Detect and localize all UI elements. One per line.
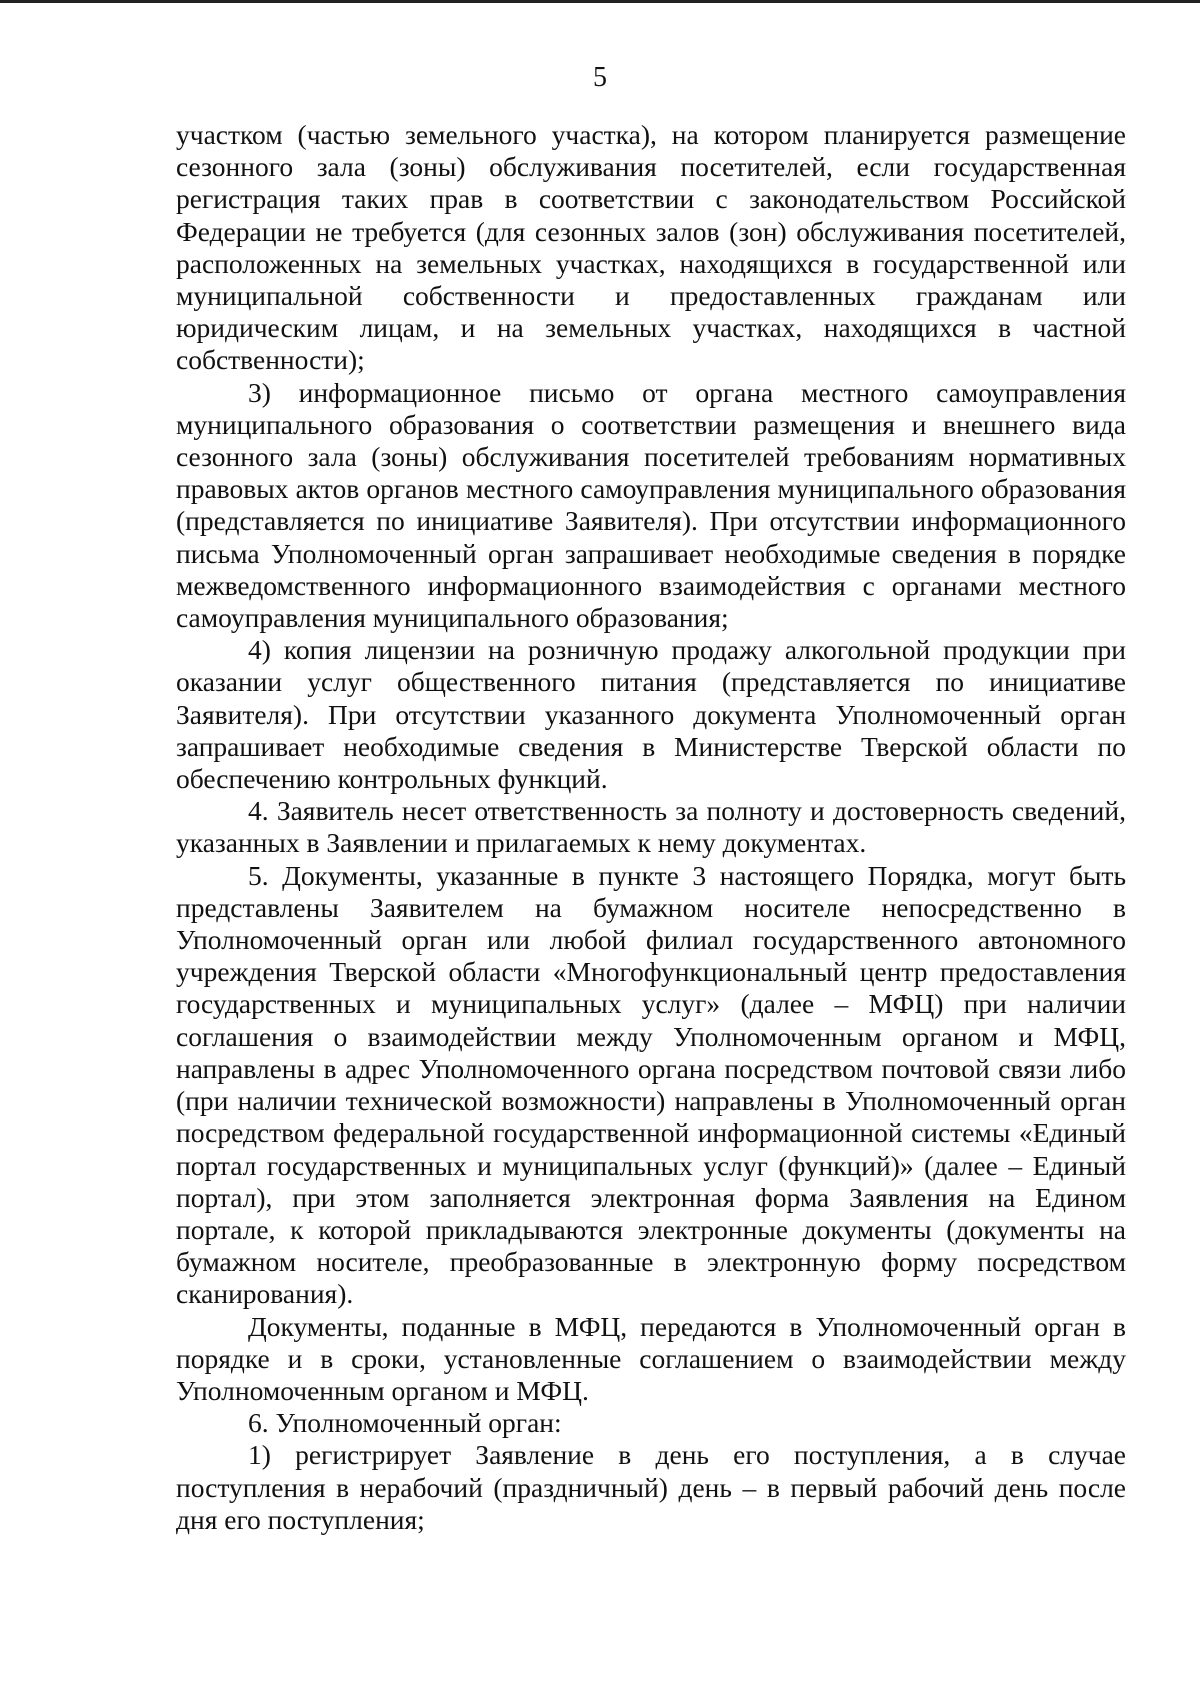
scan-edge-line (0, 0, 1200, 3)
paragraph-clause-6: 6. Уполномоченный орган: (248, 1407, 562, 1439)
paragraph-continuation: участком (частью земельного участка), на котором планируется размещение сезонного зала (зоны) обслуживания посетителей, если государственная регистрация таких прав в соответствии с законодательством Российской Федерации не требуется (для сезонных залов (зон) обслуживания посетителей, расположенных на земельных участках, находящихся в государственной или муниципальной собственности и предоставленных гражданам или юридическим лицам, и на земельных участках, находящихся в частной собственности); (176, 119, 1126, 376)
document-body (176, 119, 1126, 1536)
paragraph-clause-4: 4. Заявитель несет ответственность за полноту и достоверность сведений, указанных в Заявлении и прилагаемых к нему документах. (176, 795, 1126, 859)
paragraph-clause-6-item-1: 1) регистрирует Заявление в день его поступления, а в случае поступления в нерабочий (праздничный) день – в первый рабочий день после дня его поступления; (176, 1439, 1126, 1535)
paragraph-mfc-documents: Документы, поданные в МФЦ, передаются в Уполномоченный орган в порядке и в сроки, установленные соглашением о взаимодействии между Уполномоченным органом и МФЦ. (176, 1310, 1126, 1406)
page-number: 5 (593, 62, 607, 93)
paragraph-clause-5: 5. Документы, указанные в пункте 3 настоящего Порядка, могут быть представлены Заявителем на бумажном носителе непосредственно в Уполномоченный орган или любой филиал государственного автономного учреждения Тверской области «Многофункциональный центр предоставления государственных и муниципальных услуг» (далее – МФЦ) при наличии соглашения о взаимодействии между Уполномоченным органом и МФЦ, направлены в адрес Уполномоченного органа посредством почтовой связи либо (при наличии технической возможности) направлены в Уполномоченный орган посредством федеральной государственной информационной системы «Единый портал государственных и муниципальных услуг (функций)» (далее – Единый портал), при этом заполняется электронная форма Заявления на Едином портале, к которой прикладываются электронные документы (документы на бумажном носителе, преобразованные в электронную форму посредством сканирования). (176, 859, 1126, 1310)
paragraph-item-4: 4) копия лицензии на розничную продажу алкогольной продукции при оказании услуг общественного питания (представляется по инициативе Заявителя). При отсутствии указанного документа Уполномоченный орган запрашивает необходимые сведения в Министерстве Тверской области по обеспечению контрольных функций. (176, 634, 1126, 795)
paragraph-item-3: 3) информационное письмо от органа местного самоуправления муниципального образования о соответствии размещения и внешнего вида сезонного зала (зоны) обслуживания посетителей требованиям нормативных правовых актов органов местного самоуправления муниципального образования (представляется по инициативе Заявителя). При отсутствии информационного письма Уполномоченный орган запрашивает необходимые сведения в порядке межведомственного информационного взаимодействия с органами местного самоуправления муниципального образования; (176, 376, 1126, 634)
